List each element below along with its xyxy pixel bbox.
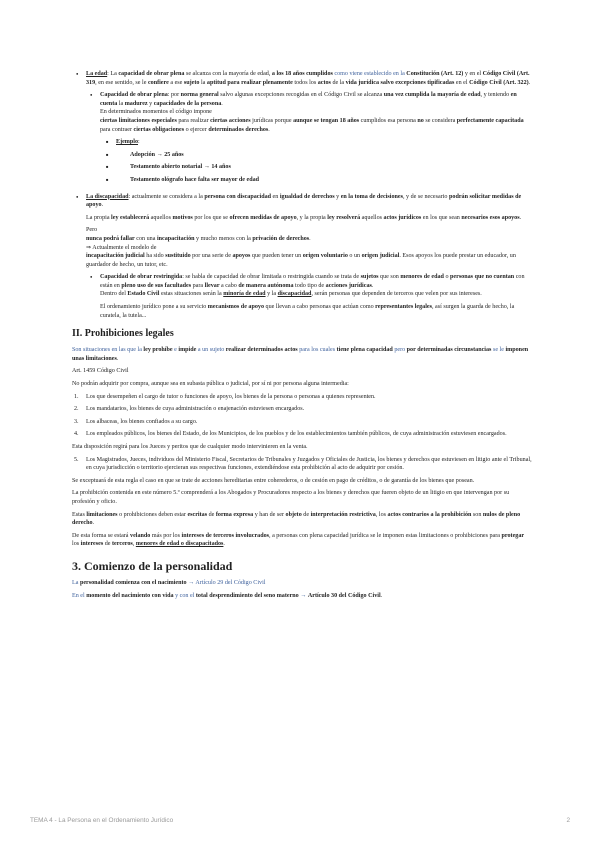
text: Los mandatarios, los bienes de cuya administración o enajenación estuviesen encargados. [86, 406, 305, 413]
text: de la [330, 79, 346, 86]
term: apoyos [232, 253, 251, 260]
text: , y de se necesario [402, 193, 450, 200]
term: intereses de terceros involucrados [181, 532, 270, 539]
term: escritas [187, 511, 208, 518]
term: imponen unas limitaciones [72, 347, 529, 362]
text: En determinados momentos el código impone [100, 109, 212, 116]
text: cumplidos esa persona [359, 117, 418, 124]
text: de [103, 541, 113, 548]
paragraph [72, 532, 532, 549]
term: motivos [172, 214, 193, 221]
bullet-edad [72, 70, 532, 87]
text: a ese [168, 79, 184, 86]
text: o [443, 274, 451, 281]
term: no [417, 117, 424, 124]
term: necesarios esos apoyos [461, 214, 520, 221]
text: ⇒ Actualmente el modelo de [86, 244, 157, 251]
subbullet-capacidad-restringida [72, 273, 532, 299]
term: origen judicial [361, 253, 400, 260]
term: actos contrarios a la prohibición [387, 511, 472, 518]
text: en [271, 193, 280, 200]
text: todos los [292, 79, 318, 86]
term: impide [178, 347, 197, 354]
term: incapacitación judicial [86, 253, 145, 260]
bullet-discapacidad [72, 193, 532, 210]
text: por una serie de [190, 253, 233, 260]
item-number: 3. [74, 418, 79, 425]
page-content [72, 70, 532, 604]
list-item [72, 418, 532, 427]
text: El ordenamiento jurídico pone a su servicio [100, 304, 208, 311]
list-item [72, 456, 532, 473]
item-number: 4. [74, 431, 79, 438]
text: Dentro del [100, 291, 128, 298]
text: → [298, 592, 308, 599]
text: . [309, 235, 311, 242]
text: o un [347, 253, 362, 260]
term: ciertas acciones [210, 117, 251, 124]
text: se alcanza con la mayoría de edad, [184, 71, 272, 77]
ejemplo-item [72, 176, 532, 185]
term: intereses [80, 541, 104, 548]
term: actos [317, 79, 331, 86]
text: Testamento ológrafo hace falta ser mayor de edad [130, 176, 260, 183]
term: madurez [124, 100, 148, 107]
text: . [380, 592, 383, 599]
term: igualdad de derechos [279, 193, 335, 200]
term: Código Civil (Art. 319 [86, 71, 530, 86]
text: . Esos apoyos los puede prestar un educador, un guardador de hecho, un tutor, etc. [86, 253, 516, 268]
term: ley establecerá [111, 214, 150, 221]
term: ciertas obligaciones [133, 126, 185, 133]
page-number: 2 [566, 817, 570, 824]
item-number: 1. [74, 393, 79, 400]
text: , serán personas que dependen de terceros que velen por sus intereses. [311, 291, 482, 298]
term: mecanismos de apoyo [207, 304, 264, 311]
text: . [528, 79, 531, 86]
term: perfectamente capacitada [456, 117, 524, 124]
term: personas que no cuentan [450, 274, 515, 281]
section-heading: 3. Comienzo de la personalidad [72, 558, 233, 573]
item-number: 2. [74, 406, 79, 413]
term: capacidad de obrar plena [118, 71, 185, 77]
text: con una [134, 235, 157, 242]
term: una vez cumplida la mayoría de edad [383, 92, 481, 99]
text: o ejercer [184, 126, 209, 133]
term: protegar [501, 532, 525, 539]
text: , [132, 541, 136, 548]
paragraph: Se exceptuará de esta regla el caso en que se trate de acciones hereditarias entre coherederos, o de cesión en pago de créditos, o de garantía de los bienes que posean. [72, 477, 475, 484]
term: interpretación restrictiva [310, 511, 376, 518]
term: ofrecen medidas de apoyo [229, 214, 297, 221]
subbullet-capacidad-plena [72, 91, 532, 134]
term: Constitución (Art. 12) [406, 71, 464, 77]
list-item [72, 393, 532, 402]
text: en el [454, 79, 470, 86]
text: Pero [86, 227, 98, 234]
term: ley prohíbe [143, 347, 173, 354]
text: y mucho menos con la [194, 235, 253, 242]
text: a un [196, 347, 210, 354]
term: nulos de pleno derecho [72, 511, 521, 527]
text: más por los [150, 532, 182, 539]
text: . [221, 100, 223, 107]
term: por determinadas circunstancias [406, 347, 492, 354]
paragraph: Esta disposición regirá para los Jueces y peritos que de cualquier modo intervinieren en la venta. [72, 444, 308, 450]
section-heading: II. Prohibiciones legales [72, 328, 174, 340]
text: Estas [72, 511, 87, 518]
term: ley resolverá [327, 214, 361, 221]
term: minoría de edad [223, 291, 266, 298]
term: en cuenta [100, 92, 517, 107]
text: pero [392, 347, 407, 354]
text: . [101, 202, 104, 209]
list-item [72, 405, 532, 414]
text: y han de ser [253, 511, 286, 518]
text: , y la propia [296, 214, 328, 221]
term: acciones jurídicas [325, 282, 372, 289]
term: limitaciones [86, 511, 118, 518]
term: norma general [180, 92, 219, 99]
term: pleno uso de sus facultades [121, 282, 192, 289]
text: o prohibiciones deben estar [117, 511, 188, 518]
text: , los [375, 511, 388, 518]
text: : por [167, 92, 181, 99]
text: en los que sean [421, 214, 462, 221]
term: sujetos [360, 274, 379, 281]
term: velando [130, 532, 151, 539]
term: confiere [147, 79, 169, 86]
text: estas situaciones serán la [159, 291, 224, 298]
term: a los 18 años cumplidos [271, 71, 333, 77]
text: Testamento abierto notarial → 14 años [130, 164, 231, 171]
text: sujeto [209, 347, 225, 354]
term: sustituido [165, 253, 191, 260]
text: ha sido [144, 253, 166, 260]
text: para [191, 282, 205, 289]
text: Adopción → 25 años [130, 151, 184, 158]
text: . [268, 126, 270, 133]
text: : actualmente se considera a la [128, 193, 205, 200]
term: personalidad comienza con el nacimiento [79, 579, 187, 586]
paragraph: La prohibición contenida en este número 5.º comprenderá a los Abogados y Procuradores respecto a los bienes y derechos que fueren objeto de un litigio en que intervengan por su profesión y oficio. [72, 490, 510, 505]
term: capacidades de la persona [153, 100, 222, 107]
text: aquellos [149, 214, 173, 221]
term: ciertas limitaciones especiales [100, 117, 177, 124]
paragraph [72, 579, 532, 588]
term-edad: La edad [86, 71, 108, 77]
term: Código Civil (Art. 322) [469, 79, 529, 86]
term: origen voluntario [302, 253, 348, 260]
term: representantes legales [375, 304, 432, 311]
term: en la toma de decisiones [340, 193, 403, 200]
text: . [519, 214, 522, 221]
page-footer [30, 817, 570, 824]
term: nunca podrá fallar [86, 235, 135, 242]
text: Los albaceas, los bienes confiados a su cargo. [86, 418, 198, 425]
text: : [138, 139, 140, 146]
text: y [334, 193, 341, 200]
term: determinados derechos [208, 126, 269, 133]
text: los [72, 541, 81, 548]
item-number: 5. [74, 456, 79, 463]
text: y [147, 100, 154, 107]
term: Capacidad de obrar restringida [100, 274, 183, 281]
term: total desprendimiento del seno materno [195, 592, 299, 599]
ejemplo-item [72, 163, 532, 172]
text: para contraer [100, 126, 134, 133]
paragraph: No podrán adquirir por compra, aunque sea en subasta pública o judicial, por sí ni por persona alguna intermedia: [72, 381, 349, 388]
text: Artículo 29 del Código Civil [195, 579, 266, 586]
term: privación de derechos [252, 235, 310, 242]
text: y la [265, 291, 278, 298]
term: incapacitación [156, 235, 195, 242]
ejemplo-heading [72, 138, 532, 147]
term: La discapacidad [86, 193, 129, 200]
text: , así surgen la guarda de hecho, la curatela, la tutela... [100, 304, 515, 319]
term: vida jurídica salvo excepciones tipificadas [345, 79, 455, 86]
text: La propia [86, 214, 112, 221]
term: sujeto [183, 79, 200, 86]
term: momento del nacimiento con vida [86, 592, 174, 599]
text: . [116, 355, 119, 362]
term: Estado Civil [127, 291, 160, 298]
list-item [72, 430, 532, 439]
text: En el [72, 592, 87, 599]
text: aquellos [360, 214, 384, 221]
text: que pueden tener un [250, 253, 303, 260]
text: la [117, 100, 125, 107]
text: , a personas con plena capacidad jurídica se le imponen estas limitaciones o prohibiciones para [269, 532, 502, 539]
term: de manera autónoma [238, 282, 294, 289]
term: actos jurídicos [383, 214, 422, 221]
text: de [301, 511, 311, 518]
term: menores de edad o discapacitados [135, 541, 224, 548]
text: Son situaciones en las que la [72, 347, 144, 354]
paragraph [72, 511, 532, 528]
text: como viene establecido en la [332, 71, 407, 77]
text: . [223, 541, 225, 548]
text: por los que se [192, 214, 230, 221]
text: se considera [423, 117, 457, 124]
text: la [199, 79, 207, 86]
term: menores de edad [400, 274, 444, 281]
text: que son [378, 274, 401, 281]
text: para los cuales [297, 347, 337, 354]
paragraph [72, 303, 532, 320]
text: todo tipo de [293, 282, 326, 289]
term: Ejemplo [116, 139, 139, 146]
text: se le [491, 347, 506, 354]
text: y en el [463, 71, 483, 77]
term: Artículo 30 del Código Civil [307, 592, 381, 599]
term: aunque se tengan 18 años [293, 117, 360, 124]
text: jurídicas porque [250, 117, 294, 124]
term: podrán solicitar medidas de apoyo [86, 193, 522, 209]
text: Los Magistrados, Jueces, individuos del Ministerio Fiscal, Secretarios de Tribunales y Juzgados y Oficiales de Justicia, los bienes y derechos que estuviesen en litigio ante el Tribunal, en cuya jurisdicción o territorio ejercieran sus respectivas funciones, extendiéndose esta prohibición al acto de adquirir por cesión. [86, 456, 532, 472]
term: aptitud para realizar plenamente [206, 79, 293, 86]
text: e [172, 347, 179, 354]
text: y con el [173, 592, 196, 599]
text: La [72, 579, 80, 586]
text: son [471, 511, 483, 518]
text: de [207, 511, 216, 518]
article-reference: Art. 1459 Código Civil [72, 368, 129, 375]
term: persona con discapacidad [204, 193, 272, 200]
term: discapacidad [277, 291, 312, 298]
text: Los que desempeñen el cargo de tutor o funciones de apoyo, los bienes de la persona o personas a quienes representen. [86, 393, 376, 400]
term: forma expresa [215, 511, 254, 518]
ejemplo-item [72, 151, 532, 160]
text: que llevan a cabo personas que actúan como [264, 304, 376, 311]
text: a cabo [219, 282, 239, 289]
term: realizar determinados actos [224, 347, 298, 354]
text: De esta forma se estará [72, 532, 131, 539]
text: : La [107, 71, 119, 77]
text: : se habla de capacidad de obrar limitada o restringida cuando se trata de [182, 274, 361, 281]
text: con están en [100, 274, 525, 289]
text: . [92, 520, 95, 527]
text: salvo algunas excepciones recogidas en el Código Civil se alcanza [218, 92, 384, 99]
text: para realizar [176, 117, 211, 124]
text: . [371, 282, 374, 289]
term: terceros [112, 541, 133, 548]
footer-title: TEMA 4 - La Persona en el Ordenamiento Jurídico [30, 817, 174, 824]
paragraph [72, 346, 532, 363]
term: llevar [204, 282, 220, 289]
text: , y teniendo [480, 92, 511, 99]
paragraph [72, 226, 532, 269]
term: Capacidad de obrar plena [100, 92, 168, 99]
paragraph [72, 214, 532, 223]
term: tiene plena capacidad [336, 347, 393, 354]
term: objeto [285, 511, 302, 518]
text: Los empleados públicos, los bienes del Estado, de los Municipios, de los pueblos y de los establecimientos también públicos, de cuya administración estuviesen encargados. [86, 431, 507, 438]
text: → [186, 579, 196, 586]
text: , en ese sentido, se le [95, 79, 148, 86]
paragraph [72, 592, 532, 601]
